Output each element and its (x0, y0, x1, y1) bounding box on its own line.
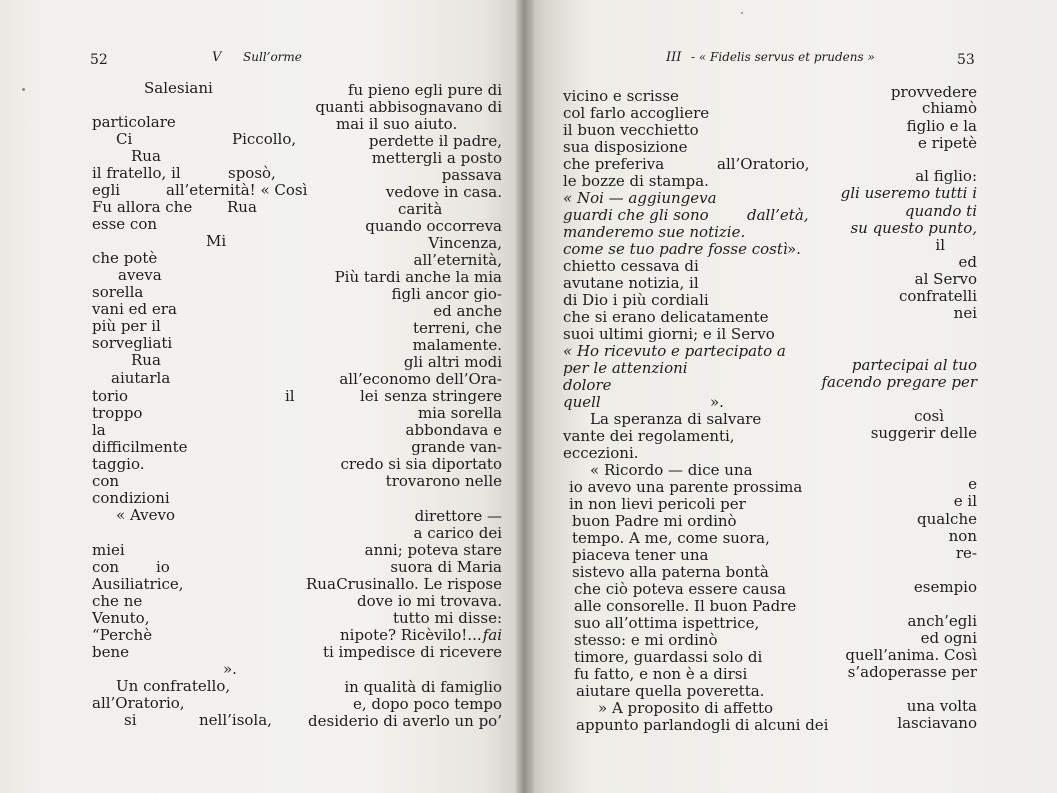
text-line: “Perchè (92, 626, 153, 644)
text-line: fu pieno egli pure di (347, 81, 502, 99)
text-line: sorella (92, 283, 144, 301)
text-line: Rua (131, 147, 161, 165)
text-line: mettergli a posto (371, 149, 502, 167)
text-line: facendo pregare per (821, 373, 977, 391)
text-line: stesso: e mi ordinò (574, 631, 718, 649)
text-line: piaceva tener una (572, 546, 709, 564)
text-line: che ne (92, 592, 143, 610)
text-line: ». (787, 240, 801, 258)
text-line: con (92, 558, 120, 576)
text-line: si (124, 711, 137, 729)
text-line: Vincenza, (428, 234, 502, 252)
text-line: vani ed era (92, 300, 177, 318)
text-line: miei (92, 541, 125, 559)
text-line: a carico dei (413, 524, 502, 542)
text-line: al Servo (914, 270, 977, 288)
text-line: figlio e la (906, 117, 977, 135)
text-line: esempio (913, 578, 977, 596)
right-page (524, 0, 1057, 793)
text-line: suggerir delle (870, 424, 977, 442)
text-line: particolare (92, 113, 176, 131)
text-line: troppo (92, 404, 143, 422)
text-line: Ausiliatrice, (92, 575, 184, 593)
text-line: « Noi — aggiungeva (563, 189, 717, 207)
text-line: Venuto, (92, 609, 150, 627)
text-line: all’eternità, (413, 251, 502, 269)
text-line: che preferiva (563, 155, 665, 173)
text-line: » A proposito di affetto (598, 699, 774, 717)
text-line: Fu allora che (92, 198, 193, 216)
text-line: aveva (118, 266, 162, 284)
text-line: Salesiani (144, 79, 213, 97)
text-line: fai (482, 626, 502, 644)
text-line: non (948, 527, 977, 545)
text-line: Rua (306, 575, 336, 593)
text-line: avutane notizia, il (563, 274, 699, 292)
text-line: come se tuo padre fosse costì (563, 240, 788, 258)
text-line: Mi (206, 232, 227, 250)
text-line: per le attenzioni (563, 359, 688, 377)
text-line: di Dio i più cordiali (563, 291, 709, 309)
text-line: all’eternità! « Così (166, 181, 308, 199)
text-line: Rua (227, 198, 257, 216)
text-line: il (935, 236, 945, 254)
text-line: e il (953, 492, 977, 510)
text-line: io avevo una parente prossima (569, 478, 803, 496)
text-line: io (156, 558, 170, 576)
text-line: re- (955, 544, 977, 562)
text-line: Ci (116, 130, 133, 148)
running-title: - « Fidelis servus et prudens » (691, 50, 875, 64)
text-line: lei (360, 387, 379, 405)
text-line: il fratello, il (92, 164, 181, 182)
text-line: « Ho ricevuto e partecipato a (563, 342, 786, 360)
section-numeral: V (212, 50, 222, 65)
text-line: quanti abbisognavano di (315, 98, 502, 116)
text-line: perdette il padre, (368, 132, 502, 150)
text-line: manderemo sue notizie. (563, 223, 746, 241)
text-line: col farlo accogliere (563, 104, 710, 122)
text-line: Un confratello, (116, 677, 231, 695)
text-line: lasciavano (897, 714, 977, 732)
text-line: aiutare quella poveretta. (576, 682, 765, 700)
speck (741, 12, 743, 14)
text-line: Piccollo, (232, 130, 297, 148)
text-line: La speranza di salvare (590, 410, 762, 428)
text-line: Crusinallo. Le rispose (336, 575, 502, 593)
book-gutter (516, 0, 534, 793)
text-line: s’adoperasse per (847, 663, 977, 681)
text-line: tempo. A me, come suora, (572, 529, 770, 547)
text-line: anch’egli (907, 612, 977, 630)
text-line: desiderio di averlo un po’ (308, 712, 502, 730)
text-line: chiamò (921, 99, 977, 117)
text-line: una volta (906, 697, 977, 715)
text-line: nipote? Ricèvilo!... (340, 626, 482, 644)
text-line: anni; poteva stare (364, 541, 502, 559)
text-line: e (968, 475, 977, 493)
text-line: quell (563, 393, 601, 411)
text-line: vante dei regolamenti, (563, 427, 735, 445)
page-number: 52 (90, 52, 108, 68)
text-line: malamente. (412, 336, 502, 354)
text-line: appunto parlandogli di alcuni dei (576, 716, 829, 734)
text-line: con (92, 472, 120, 490)
page-number: 53 (957, 52, 975, 68)
text-line: vedove in casa. (385, 183, 502, 201)
text-line: condizioni (92, 489, 170, 507)
text-line: e, dopo poco tempo (352, 695, 502, 713)
text-line: confratelli (898, 287, 977, 305)
text-line: trovarono nelle (385, 472, 502, 490)
left-page (0, 0, 524, 793)
text-line: partecipai al tuo (851, 356, 977, 374)
text-line: all’Oratorio, (717, 155, 810, 173)
text-line: fu fatto, e non è a dirsi (574, 665, 748, 683)
text-line: ». (710, 393, 724, 411)
text-line: più per il (92, 317, 161, 335)
text-line: che si erano delicatamente (563, 308, 769, 326)
text-line: così (914, 407, 944, 425)
text-line: chietto cessava di (563, 257, 699, 275)
text-line: terreni, che (412, 319, 502, 337)
text-line: al figlio: (915, 167, 977, 185)
text-line: su questo punto, (850, 219, 977, 237)
text-line: figli ancor gio- (391, 285, 502, 303)
text-line: alle consorelle. Il buon Padre (574, 597, 797, 615)
text-line: dall’età, (747, 206, 809, 224)
text-line: provvedere (890, 83, 977, 101)
text-line: ». (223, 660, 237, 678)
text-line: dove io mi trovava. (357, 592, 502, 610)
text-line: quando occorreva (365, 217, 502, 235)
text-line: qualche (917, 510, 977, 528)
text-line: buon Padre mi ordinò (572, 512, 737, 530)
text-line: passava (441, 166, 502, 184)
text-line: ti impedisce di ricevere (322, 643, 502, 661)
text-line: che ciò poteva essere causa (574, 580, 787, 598)
text-line: difficilmente (92, 438, 188, 456)
text-line: suoi ultimi giorni; e il Servo (563, 325, 775, 343)
text-line: nei (953, 304, 977, 322)
text-line: egli (92, 181, 121, 199)
text-line: quell’anima. Così (845, 646, 977, 664)
section-numeral: III (666, 50, 682, 65)
text-line: sposò, (228, 164, 276, 182)
text-line: credo si sia diportato (340, 455, 502, 473)
text-line: suora di Maria (390, 558, 502, 576)
text-line: senza stringere (384, 387, 502, 405)
text-line: sorvegliati (92, 334, 173, 352)
text-line: all’Oratorio, (92, 694, 185, 712)
text-line: e ripetè (918, 134, 977, 152)
running-title: Sull’orme (243, 50, 302, 64)
text-line: che potè (92, 249, 158, 267)
text-line: in qualità di famiglio (344, 678, 502, 696)
text-line: il buon vecchietto (563, 121, 699, 139)
text-line: gli altri modi (403, 353, 502, 371)
text-line: Rua (131, 351, 161, 369)
text-line: la (92, 421, 106, 439)
text-line: sistevo alla paterna bontà (572, 563, 769, 581)
text-line: torio (92, 387, 129, 405)
text-line: grande van- (411, 438, 502, 456)
text-line: all’economo dell’Ora- (339, 370, 502, 388)
text-line: quando ti (904, 202, 977, 220)
text-line: carità (398, 200, 443, 218)
text-line: guardi che gli sono (563, 206, 709, 224)
text-line: dolore (563, 376, 612, 394)
text-line: ed ogni (920, 629, 977, 647)
text-line: in non lievi pericoli per (569, 495, 746, 513)
text-line: direttore — (414, 507, 502, 525)
text-line: vicino e scrisse (563, 87, 679, 105)
text-line: ed (958, 253, 977, 271)
text-line: il (285, 387, 295, 405)
text-line: le bozze di stampa. (563, 172, 709, 190)
speck (22, 88, 25, 91)
text-line: ed anche (433, 302, 502, 320)
text-line: sua disposizione (563, 138, 688, 156)
text-line: mai il suo aiuto. (336, 115, 458, 133)
text-line: tutto mi disse: (392, 609, 502, 627)
text-line: Più tardi anche la mia (334, 268, 502, 286)
text-line: aiutarla (111, 369, 171, 387)
text-line: suo all’ottima ispettrice, (574, 614, 760, 632)
text-line: abbondava e (405, 421, 502, 439)
text-line: « Avevo (116, 506, 176, 524)
text-line: eccezioni. (563, 444, 639, 462)
text-line: mia sorella (417, 404, 502, 422)
text-line: « Ricordo — dice una (590, 461, 753, 479)
text-line: gli useremo tutti i (840, 184, 977, 202)
text-line: esse con (92, 215, 158, 233)
text-line: bene (92, 643, 130, 661)
text-line: taggio. (92, 455, 145, 473)
text-line: timore, guardassi solo di (574, 648, 763, 666)
text-line: nell’isola, (199, 711, 272, 729)
